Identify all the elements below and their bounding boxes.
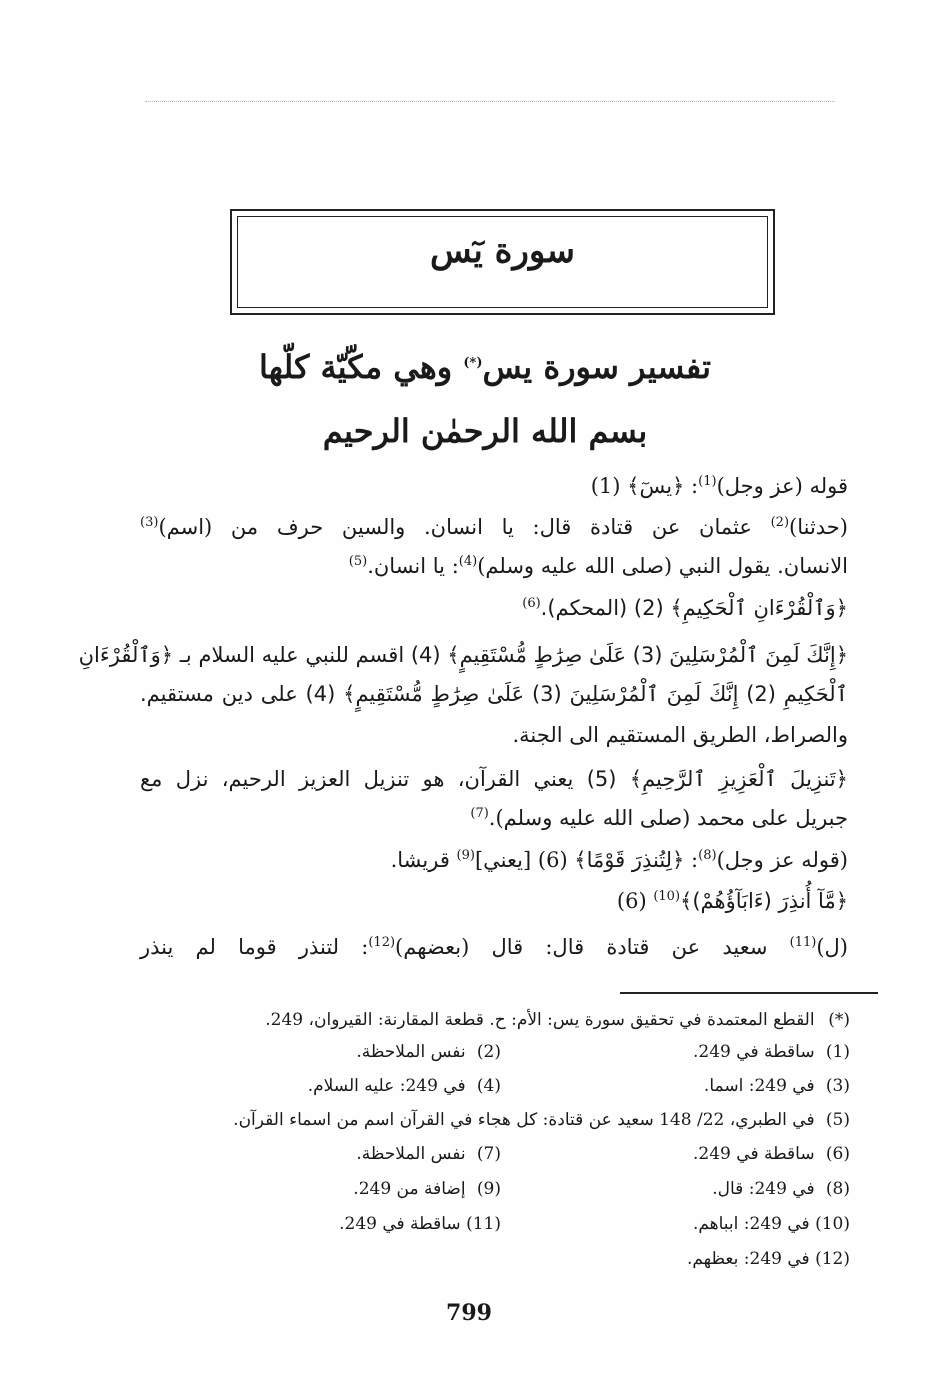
footnote-divider: [620, 992, 878, 994]
footnote-text: نفس الملاحظة.: [356, 1144, 466, 1164]
footnote-11: [339, 1212, 501, 1236]
line-10-b: : ﴿لِتُنذِرَ قَوْمًا﴾ (6) [يعني]: [474, 848, 699, 872]
line-12-note-1: (11): [789, 935, 817, 950]
top-divider: [145, 101, 835, 102]
line-6-a: ٱلْحَكِيمِ (2) إِنَّكَ لَمِنَ ٱلْمُرْسَلِينَ (3) عَلَىٰ صِرَٰطٍ مُّسْتَقِيمٍ﴾ (4) على دين مستقيم.: [140, 682, 848, 706]
footnote-num: (3): [825, 1076, 850, 1096]
line-4-a: ﴿وَٱلْقُرْءَانِ ٱلْحَكِيمِ﴾ (2) (المحكم).: [540, 596, 848, 620]
line-12-note-2: (12): [368, 935, 396, 950]
line-9-a: جبريل على محمد (صلى الله عليه وسلم).: [488, 806, 848, 830]
tafsir-heading-text-b: وهي مكّيّة كلّها: [259, 348, 464, 386]
body-line-6: [140, 679, 848, 709]
body-line-4: [522, 593, 848, 623]
body-line-7: [513, 720, 849, 750]
line-2-note-1: (2): [770, 515, 790, 530]
footnote-text: في 249: عليه السلام.: [307, 1076, 466, 1096]
footnote-2: [356, 1040, 501, 1064]
line-10-note-1: (8): [698, 848, 717, 863]
page-number: 799: [446, 1300, 492, 1326]
footnote-num: (9): [476, 1179, 501, 1199]
footnote-num: (11): [466, 1214, 501, 1234]
tafsir-heading: [140, 348, 830, 386]
line-11-b: (6): [616, 889, 654, 913]
footnote-text: في 249: قال.: [712, 1179, 815, 1199]
footnote-text: في 249: ابباهم.: [692, 1214, 810, 1234]
footnote-1: [693, 1040, 850, 1064]
line-1-b: : ﴿يسٓ﴾ (1): [590, 474, 699, 498]
line-2-a: (حدثنا): [789, 515, 848, 539]
footnote-num: (10): [815, 1214, 850, 1234]
line-11-a: ﴿مَّآ أُنذِرَ (ءَابَآؤُهُمْ)﴾: [680, 889, 848, 913]
footnote-num: (4): [476, 1076, 501, 1096]
line-9-note-1: (7): [470, 806, 489, 821]
footnote-num: (12): [815, 1249, 850, 1269]
footnote-4: [308, 1074, 501, 1098]
surah-title: سورة يٓس: [430, 231, 575, 271]
line-2-note-2: (3): [140, 515, 159, 530]
line-3-b: : يا انسان.: [367, 554, 459, 578]
footnote-6: [693, 1142, 850, 1166]
line-3-a: الانسان. يقول النبي (صلى الله عليه وسلم): [477, 554, 848, 578]
footnote-text: في 249: بعظهم.: [686, 1249, 810, 1269]
footnote-text: ساقطة في 249.: [693, 1042, 815, 1062]
line-3-note-2: (5): [348, 554, 368, 569]
footnote-num: (5): [825, 1110, 850, 1130]
line-1-note-1: (1): [698, 474, 717, 489]
line-5-a: ﴿إِنَّكَ لَمِنَ ٱلْمُرْسَلِينَ (3) عَلَىٰ صِرَٰطٍ مُّسْتَقِيمٍ﴾ (4) اقسم للنبي عليه السلام بـ ﴿وَٱلْقُرْءَانِ: [78, 643, 848, 667]
footnote-9: [353, 1177, 501, 1201]
body-line-8: [140, 764, 848, 794]
footnote-num: (7): [476, 1144, 501, 1164]
line-7-a: والصراط، الطريق المستقيم الى الجنة.: [512, 723, 848, 747]
basmala-heading: بسم الله الرحمٰن الرحيم: [322, 412, 648, 450]
footnote-num: (8): [825, 1179, 850, 1199]
footnote-text: إضافة من 249.: [353, 1179, 466, 1199]
footnote-header-num: (*): [828, 1010, 850, 1030]
footnote-text: في 249: اسما.: [703, 1076, 815, 1096]
footnote-text: ساقطة في 249.: [693, 1144, 815, 1164]
footnote-text: في الطبري، 22/ 148 سعيد عن قتادة: كل هجاء في القرآن اسم من اسماء القرآن.: [233, 1110, 815, 1130]
tafsir-heading-note: (*): [463, 355, 483, 371]
footnote-num: (1): [825, 1042, 850, 1062]
footnote-5: [233, 1108, 850, 1132]
tafsir-heading-text-a: تفسير سورة يس: [482, 348, 711, 386]
body-line-2: [140, 512, 848, 542]
line-10-c: قريشا.: [390, 848, 457, 872]
surah-title-frame: [230, 209, 775, 315]
line-3-note-1: (4): [458, 554, 478, 569]
footnote-num: (2): [476, 1042, 501, 1062]
body-line-5: [78, 640, 848, 670]
line-11-note-1: (10): [653, 889, 681, 904]
line-4-note-1: (6): [522, 596, 541, 611]
footnote-12: [687, 1247, 850, 1271]
body-line-10: [391, 845, 848, 875]
footnote-header: [265, 1008, 850, 1032]
body-line-12: [140, 932, 848, 962]
body-line-3: [349, 551, 848, 581]
footnote-text: نفس الملاحظة.: [356, 1042, 466, 1062]
line-12-c: : لتنذر قوما لم ينذر: [140, 935, 369, 959]
footnote-num: (6): [825, 1144, 850, 1164]
footnote-3: [704, 1074, 850, 1098]
line-10-a: (قوله عز وجل): [716, 848, 848, 872]
line-10-note-2: (9): [456, 848, 475, 863]
body-line-11: [617, 886, 848, 916]
body-line-9: [470, 803, 848, 833]
body-line-1: [591, 471, 848, 501]
footnote-8: [712, 1177, 850, 1201]
line-1-a: قوله (عز وجل): [716, 474, 848, 498]
line-12-b: سعيد عن قتادة قال: قال (بعضهم): [395, 935, 790, 959]
footnote-header-text: القطع المعتمدة في تحقيق سورة يس: الأم: ح. قطعة المقارنة: القيروان، 249.: [265, 1010, 815, 1030]
footnote-10: [693, 1212, 850, 1236]
line-8-a: ﴿تَنزِيلَ ٱلْعَزِيزِ ٱلرَّحِيمِ﴾ (5) يعني القرآن، هو تنزيل العزيز الرحيم، نزل مع: [140, 767, 848, 791]
footnote-7: [356, 1142, 501, 1166]
line-2-b: عثمان عن قتادة قال: يا انسان. والسين حرف من (اسم): [158, 515, 771, 539]
line-12-a: (ل): [816, 935, 848, 959]
footnote-text: ساقطة في 249.: [339, 1214, 461, 1234]
